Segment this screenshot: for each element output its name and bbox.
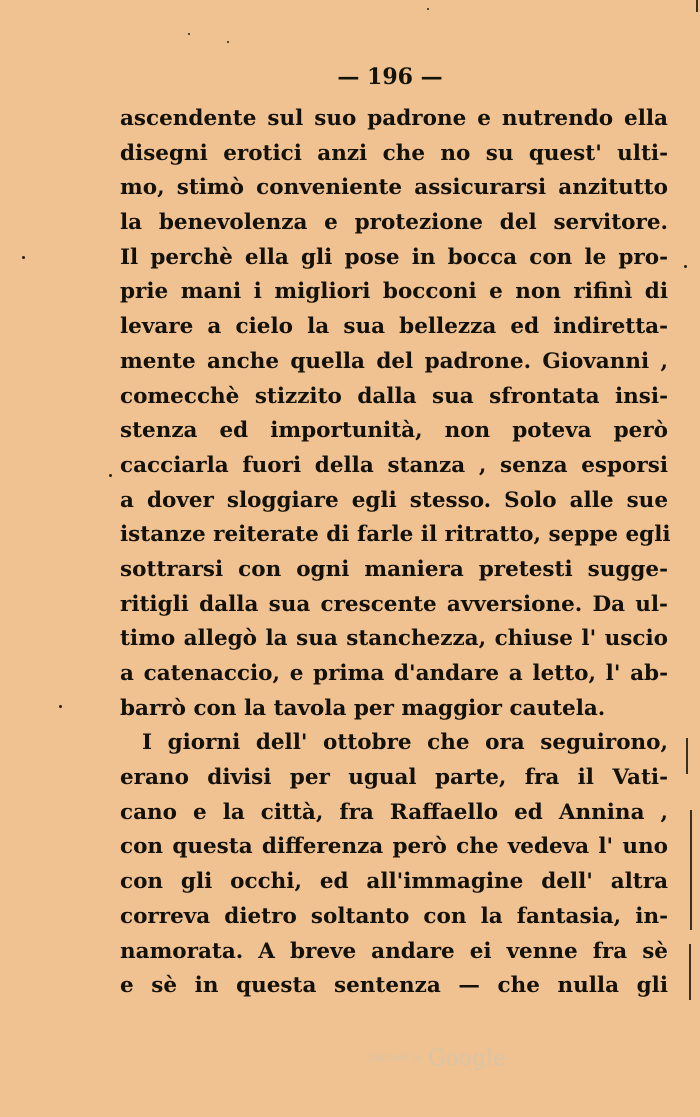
digitized-by-google-watermark	[368, 1046, 506, 1071]
scan-speck	[684, 265, 687, 268]
text-line: cano e la città, fra Raffaello ed Annina ,	[120, 799, 668, 825]
text-line: ascendente sul suo padrone e nutrendo ella	[120, 106, 668, 131]
text-line: cacciarla fuori della stanza , senza esporsi	[120, 452, 668, 478]
text-line: la benevolenza e protezione del servitore.	[120, 210, 668, 236]
page-number: — 196 —	[337, 64, 443, 90]
text-line: stenza ed importunità, non poteva però	[120, 418, 668, 444]
scan-speck	[427, 8, 429, 10]
text-line: erano divisi per ugual parte, fra il Vati-	[120, 765, 668, 791]
watermark-prefix: Digitized by	[368, 1053, 423, 1064]
text-line: disegni erotici anzi che no su quest' ulti-	[120, 140, 668, 166]
scan-edge-mark	[689, 944, 691, 1000]
text-line: ritigli dalla sua crescente avversione. Da ul-	[120, 591, 668, 617]
text-line: comecchè stizzito dalla sua sfrontata insi-	[120, 383, 668, 409]
scan-speck	[188, 33, 190, 35]
text-line: con gli occhi, ed all'immagine dell' altra	[120, 869, 668, 895]
text-line: mente anche quella del padrone. Giovanni ,	[120, 348, 668, 374]
text-line: timo allegò la sua stanchezza, chiuse l' uscio	[120, 626, 668, 652]
scan-speck	[22, 256, 25, 259]
text-line: e sè in questa sentenza — che nulla gli	[120, 973, 668, 999]
text-line: levare a cielo la sua bellezza ed indiretta-	[120, 314, 668, 340]
text-line: istanze reiterate di farle il ritratto, seppe egli	[120, 522, 671, 548]
google-logo: Google	[427, 1046, 507, 1071]
text-line: sottrarsi con ogni maniera pretesti sugge-	[120, 556, 668, 582]
scan-speck	[227, 41, 229, 43]
text-line: a catenaccio, e prima d'andare a letto, l' ab-	[120, 661, 668, 686]
body-text	[120, 102, 671, 1004]
text-line: namorata. A breve andare ei venne fra sè	[120, 938, 668, 964]
text-line: I giorni dell' ottobre che ora seguirono,	[142, 730, 668, 756]
scan-edge-mark	[690, 810, 692, 930]
text-line: a dover sloggiare egli stesso. Solo alle sue	[120, 487, 668, 513]
text-line: Il perchè ella gli pose in bocca con le pro-	[120, 244, 668, 270]
scan-speck	[59, 705, 62, 708]
text-line: correva dietro soltanto con la fantasia, in-	[120, 903, 668, 929]
scan-speck	[109, 474, 112, 477]
text-line: prie mani i migliori bocconi e non rifinì di	[120, 279, 668, 305]
text-line: con questa differenza però che vedeva l' uno	[120, 834, 668, 860]
text-line: barrò con la tavola per maggior cautela.	[120, 695, 606, 721]
scan-edge-mark	[696, 0, 698, 12]
scan-edge-mark	[686, 738, 688, 774]
text-line: mo, stimò conveniente assicurarsi anzitutto	[120, 175, 668, 201]
